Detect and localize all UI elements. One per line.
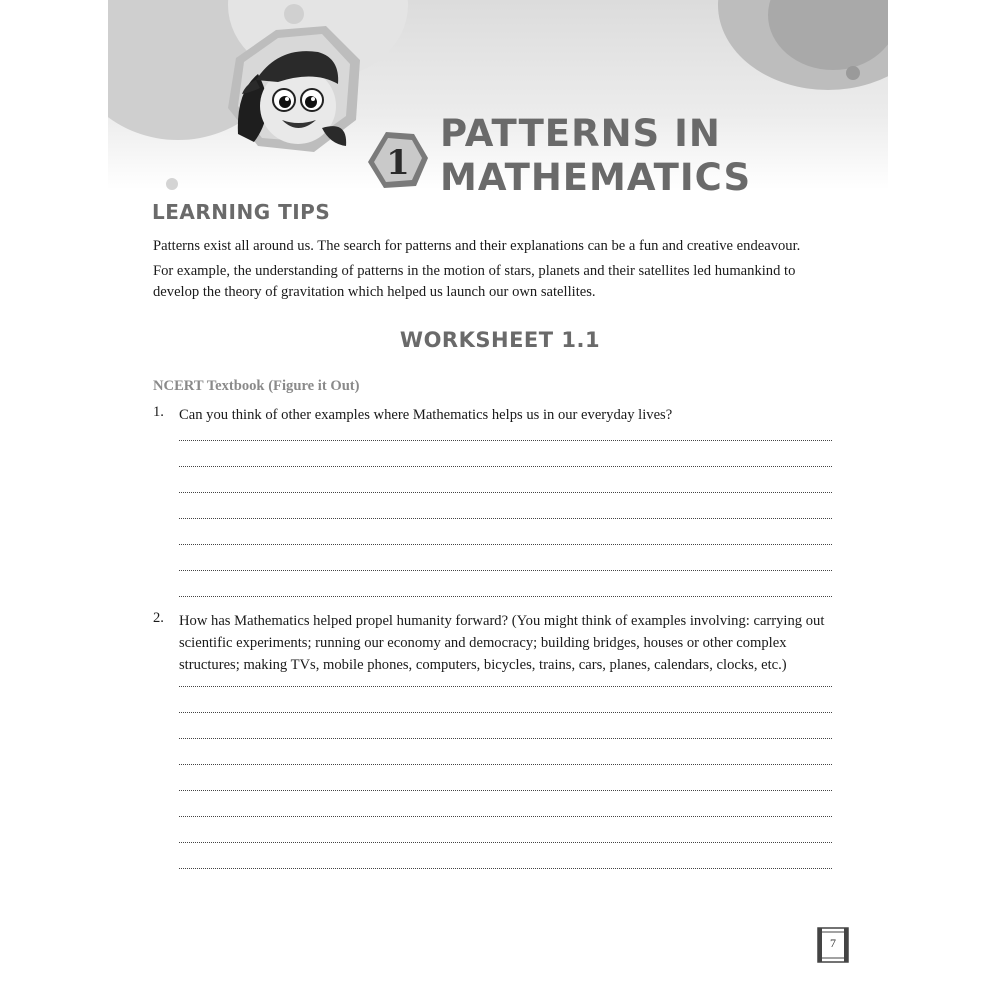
question-number: 1. <box>153 404 164 420</box>
answer-line[interactable] <box>179 440 832 441</box>
question-number: 2. <box>153 610 164 626</box>
girl-mascot-icon <box>218 22 368 162</box>
hexagon-badge-icon <box>366 128 430 192</box>
answer-line[interactable] <box>179 518 832 519</box>
answer-line[interactable] <box>179 686 832 687</box>
chapter-number: 1 <box>386 143 410 183</box>
answer-line[interactable] <box>179 816 832 817</box>
decorative-dot <box>846 66 860 80</box>
answer-line[interactable] <box>179 764 832 765</box>
decorative-dot <box>284 4 304 24</box>
chapter-title <box>440 112 751 200</box>
chapter-title-line2: MATHEMATICS <box>440 156 752 199</box>
answer-line[interactable] <box>179 712 832 713</box>
page-number: 7 <box>830 936 836 950</box>
answer-line[interactable] <box>179 868 832 869</box>
learning-tips-paragraph: For example, the understanding of patterns in the motion of stars, planets and their satellites led humankind to develop the theory of gravitation which helped us launch our own satellites. <box>153 263 796 300</box>
answer-line[interactable] <box>179 570 832 571</box>
answer-line[interactable] <box>179 596 832 597</box>
question-text: Can you think of other examples where Mathematics helps us in our everyday lives? <box>179 407 673 423</box>
learning-tips-heading: LEARNING TIPS <box>152 200 331 224</box>
learning-tips-paragraph: Patterns exist all around us. The search for patterns and their explanations can be a fun and creative endeavour. <box>153 238 801 254</box>
answer-line[interactable] <box>179 492 832 493</box>
decorative-dot <box>166 178 178 190</box>
question-text: How has Mathematics helped propel humanity forward? (You might think of examples involving: carrying out scientific experiments; running our economy and democracy; building bridges, houses or other complex structures; making TVs, mobile phones, computers, bicycles, trains, cars, planes, calendars, clocks, etc.) <box>179 613 825 673</box>
worksheet-source: NCERT Textbook (Figure it Out) <box>153 378 360 394</box>
worksheet-heading: WORKSHEET 1.1 <box>399 328 601 352</box>
answer-line[interactable] <box>179 790 832 791</box>
answer-line[interactable] <box>179 466 832 467</box>
chapter-title-line1: PATTERNS IN <box>440 112 721 155</box>
answer-line[interactable] <box>179 738 832 739</box>
answer-line[interactable] <box>179 544 832 545</box>
answer-line[interactable] <box>179 842 832 843</box>
